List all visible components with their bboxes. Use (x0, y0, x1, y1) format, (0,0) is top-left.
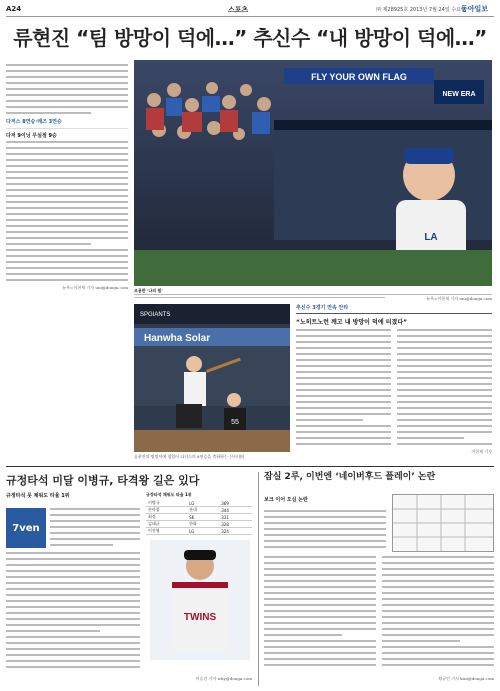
batting-caption-text: 류현진의 방망이에 힘입어 다저스의 8연승을 축하하는 신시내티 (134, 454, 245, 459)
column-divider (258, 472, 259, 686)
table-cell: SK (187, 514, 218, 521)
bottom-right-byline: 황규인 기자 kini@donga.com (438, 676, 494, 681)
stadium-sign-1: SPGIANTS (140, 312, 171, 318)
bottom-left-headline: 규정타석 미달 이병규, 타격왕 길은 있다 (6, 474, 200, 487)
main-byline: 뉴욕=이헌재 기자 uni@donga.com (62, 285, 128, 290)
table-cell: 이진영 (146, 528, 187, 535)
main-photo (134, 60, 492, 286)
main-subhead-1: 다저스 8연승·레즈 3연승 (6, 119, 62, 125)
batting-photo (134, 304, 290, 452)
table-cell: LG (187, 528, 218, 535)
player-photo (150, 540, 250, 660)
banner-text: FLY YOUR OWN FLAG (311, 72, 407, 82)
table-cell: 손아섭 (146, 507, 187, 514)
stat-table-title: 규정타석 채워도 타율 1위 (146, 492, 192, 497)
stadium-photo-art (134, 60, 492, 286)
bottom-left-body-b (6, 552, 140, 672)
bottom-left-body-a (50, 508, 140, 550)
main-photo-credit: 뉴욕=이헌재 기자 uni@donga.com (426, 296, 492, 301)
caption-title: 조용한 ‘나의 힘’ (134, 288, 163, 293)
batting-photo-art (134, 304, 290, 452)
svg-text:TWINS: TWINS (183, 612, 217, 623)
svg-text:LA: LA (424, 232, 438, 243)
bottom-right-headline: 잠실 2루, 이번엔 ‘네이버후드 플레이’ 논란 (264, 472, 436, 482)
table-cell: .369 (218, 500, 252, 507)
main-headline: 류현진 “팀 방망이 덕에…” 추신수 “내 방망이 덕에…” (13, 26, 487, 50)
table-row (146, 521, 252, 528)
table-cell: .331 (218, 514, 252, 521)
bottom-left-subhead: 규정타석 못 채워도 타율 1위 (6, 493, 70, 499)
paper-name: 동아일보 (461, 5, 489, 13)
second-story (296, 304, 492, 464)
table-row (146, 528, 252, 535)
table-cell: .328 (218, 521, 252, 528)
table-row (146, 507, 252, 514)
bottom-right-body-b (264, 556, 376, 670)
stadium-sign-2: Hanwha Solar (144, 333, 211, 344)
table-row (146, 514, 252, 521)
main-story-body (6, 62, 128, 312)
logo-badge: 7ven (6, 508, 46, 548)
issue-date: ㈜ 제28925호 2013년 7월 24일 수요일 (376, 7, 466, 13)
section-name: 스포츠 (228, 6, 249, 14)
brand-text: NEW ERA (442, 91, 476, 98)
scoreboard (392, 494, 494, 552)
scoreboard-grid (393, 495, 493, 551)
table-cell: 한화 (187, 521, 218, 528)
section-divider (6, 466, 494, 467)
table-cell: LG (187, 500, 218, 507)
table-cell: .344 (218, 507, 252, 514)
second-byline: 이헌재 기자 (471, 449, 492, 454)
table-cell: 롯데 (187, 507, 218, 514)
second-subhead: “노히트노런 깨고 내 방망이 덕에 터졌다” (296, 319, 408, 326)
main-subhead-2: 다저 9이닝 무실점 9승 (6, 133, 57, 139)
bottom-right-body-c (382, 556, 494, 670)
bottom-left-byline: 이승건 기자 why@donga.com (195, 676, 252, 681)
jersey-number: 55 (231, 419, 239, 426)
stat-table-block (146, 492, 252, 535)
table-cell: 이병규 (146, 500, 187, 507)
batting-photo-caption (134, 454, 290, 459)
page-header (6, 4, 494, 17)
page-number: A24 (6, 5, 22, 13)
stat-table (146, 500, 252, 535)
second-section-label: 추신수 3경기 연속 안타 (296, 305, 349, 311)
bottom-right-body-a (264, 510, 386, 552)
bottom-right-subhead: 보크 이어 오심 논란 (264, 497, 308, 503)
table-cell: 최정 (146, 514, 187, 521)
player-photo-art (150, 540, 250, 660)
table-cell: 김태균 (146, 521, 187, 528)
table-cell: .324 (218, 528, 252, 535)
